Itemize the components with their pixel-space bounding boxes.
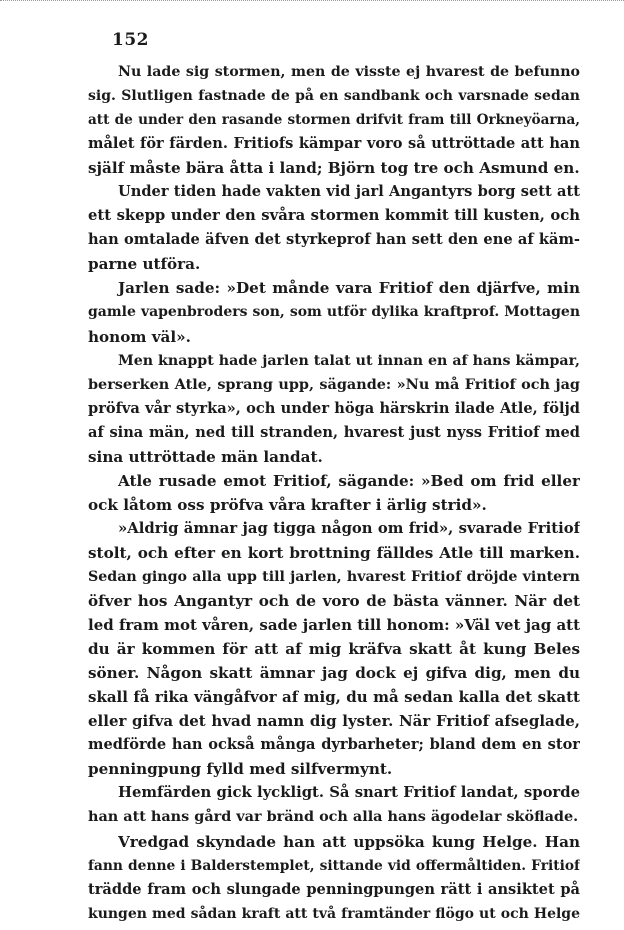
text-line: sina uttröttade män landat.: [88, 447, 323, 466]
text-line: målet för färden. Fritiofs kämpar voro så uttröttade att han: [88, 135, 580, 153]
text-line: Vredgad skyndade han att uppsöka kung Helge. Han: [118, 832, 580, 851]
text-line: Nu lade sig stormen, men de visste ej hvarest de befunno: [118, 64, 580, 80]
text-line: ett skepp under den svåra stormen kommit till kusten, och: [88, 207, 580, 225]
text-line: penningpung fylld med silfvermynt.: [88, 760, 393, 779]
text-line: honom väl».: [88, 327, 191, 346]
text-line: Men knappt hade jarlen talat ut innan en af hans kämpar,: [118, 352, 580, 369]
text-line: Atle rusade emot Fritiof, sägande: »Bed om frid eller: [118, 471, 580, 490]
text-line: sig. Slutligen fastnade de på en sandbank och varsnade sedan: [88, 88, 580, 105]
text-line: söner. Någon skatt ämnar jag dock ej gifva dig, men du: [88, 664, 580, 683]
page-number: 152: [112, 30, 149, 50]
text-line: att de under den rasande stormen drifvit fram till Orkneyöarna,: [88, 112, 580, 129]
text-line: eller gifva det hvad namn dig lyster. När Fritiof afseglade,: [88, 712, 580, 731]
text-line: öfver hos Angantyr och de voro de bästa vänner. När det: [88, 592, 580, 611]
text-line: berserken Atle, sprang upp, sägande: »Nu må Fritiof och jag: [88, 375, 580, 393]
text-line: du är kommen för att af mig kräfva skatt åt kung Beles: [88, 640, 580, 659]
text-line: själf måste bära åtta i land; Björn tog tre och Asmund en.: [88, 159, 580, 178]
text-line: han omtalade äfven det styrkeprof han sett den ene af käm-: [88, 231, 580, 249]
text-line: Hemfärden gick lyckligt. Så snart Fritiof landat, sporde: [118, 784, 580, 802]
text-line: pröfva vår styrka», och under höga härskrin ilade Atle, följd: [88, 399, 580, 417]
text-line: »Aldrig ämnar jag tigga någon om frid», svarade Fritiof: [118, 519, 580, 537]
text-line: Sedan gingo alla upp till jarlen, hvarest Fritiof dröjde vintern: [88, 568, 580, 585]
text-line: trädde fram och slungade penningpungen rätt i ansiktet på: [88, 880, 580, 898]
text-line: led fram mot våren, sade jarlen till honom: »Väl vet jag att: [88, 616, 580, 635]
text-line: Jarlen sade: »Det månde vara Fritiof den djärfve, min: [118, 279, 580, 298]
text-line: medförde han också många dyrbarheter; bland dem en stor: [88, 736, 580, 754]
text-line: kungen med sådan kraft att två framtänder flögo ut och Helge: [88, 905, 580, 922]
text-line: parne utföra.: [88, 255, 201, 274]
text-line: af sina män, ned till stranden, hvarest just nyss Fritiof med: [88, 423, 580, 441]
text-line: skall få rika vängåfvor af mig, du må sedan kalla det skatt: [88, 688, 580, 707]
text-line: stolt, och efter en kort brottning fälldes Atle till marken.: [88, 543, 580, 562]
body-text: [88, 60, 580, 926]
text-line: ock låtom oss pröfva våra krafter i ärlig strid».: [88, 495, 487, 514]
text-line: gamle vapenbroders son, som utför dylika kraftprof. Mottagen: [88, 304, 580, 321]
text-line: fann denne i Balderstemplet, sittande vid offermåltiden. Fritiof: [88, 857, 580, 874]
text-line: han att hans gård var bränd och alla hans ägodelar sköflade.: [88, 808, 579, 826]
text-line: Under tiden hade vakten vid jarl Angantyrs borg sett att: [118, 183, 580, 201]
page-top-edge: [0, 0, 624, 1]
